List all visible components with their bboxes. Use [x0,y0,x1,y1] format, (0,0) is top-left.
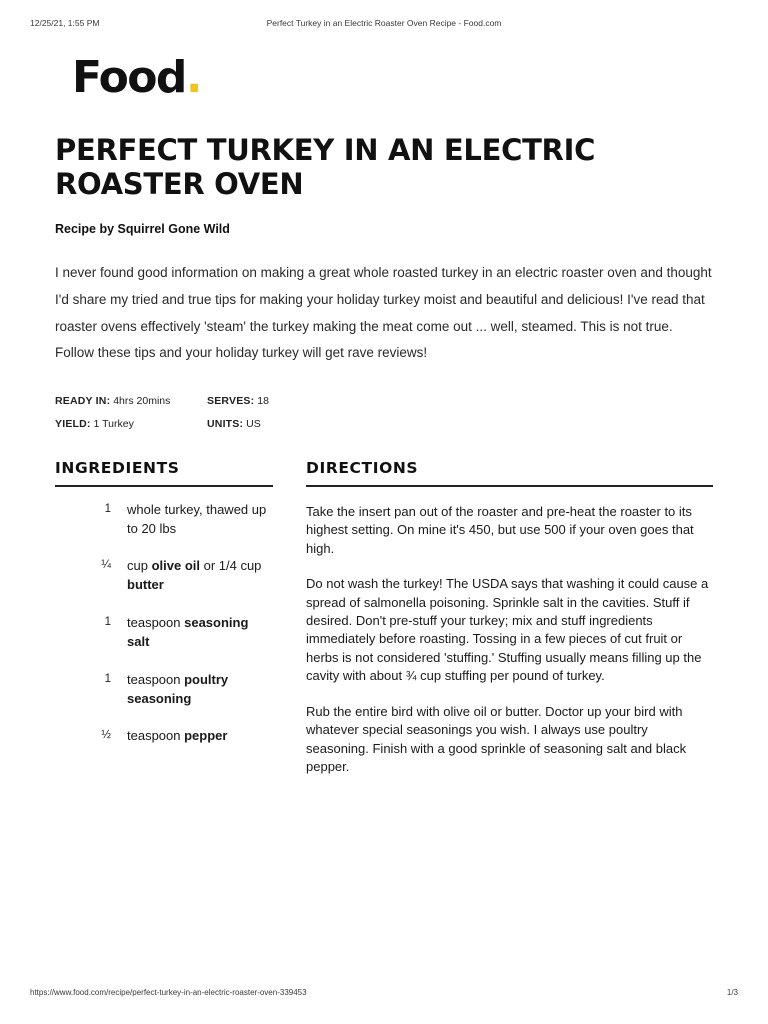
ingredient-quantity: 1 [104,672,111,685]
directions-heading: DIRECTIONS [306,459,713,487]
meta-yield [55,416,207,433]
print-document-title: Perfect Turkey in an Electric Roaster Oven Recipe - Food.com [266,18,502,28]
meta-label: SERVES: [207,395,255,408]
page-title: PERFECT TURKEY IN AN ELECTRIC ROASTER OVEN [55,133,596,201]
brand-dot: . [185,52,201,103]
ingredient-text: teaspoon seasoning salt [127,615,249,649]
meta-ready-in [55,393,207,410]
list-item: Take the insert pan out of the roaster and pre-heat the roaster to its highest setting. On mine it's 450, but use 500 if your oven goes that high. [306,503,694,556]
ingredient-quantity: 1 [104,616,111,629]
recipe-meta [55,393,713,433]
print-footer [0,988,768,1002]
ingredients-list [55,501,273,747]
meta-label: YIELD: [55,417,91,430]
directions-list [306,503,713,777]
meta-value: US [246,417,261,430]
list-item [55,727,273,746]
recipe-body-columns [55,459,713,794]
list-item [55,501,273,539]
ingredient-text: cup olive oil or 1/4 cup butter [127,558,262,593]
list-item [55,671,273,709]
ingredient-text: teaspoon pepper [127,728,228,744]
meta-value: 1 Turkey [93,417,134,430]
directions-section [306,459,713,794]
list-item: Rub the entire bird with olive oil or butter. Doctor up your bird with whatever special seasonings you wish. I always use poultry seasoning. Finish with a good sprinkle of seasoning salt and black pepper. [306,703,687,775]
page-number: 1/3 [726,988,738,997]
meta-row [55,416,713,433]
list-item [55,614,273,652]
page-content [55,52,713,794]
list-item: Do not wash the turkey! The USDA says that washing it could cause a spread of salmonella poisoning. Sprinkle salt in the cavities. Stuff if desired. Don't pre-stuff your turkey; mix and stuff ingredients immediately before roasting. Tossing in a few pieces of cut fruit or herbs is not considered 'stuffing.' Stuffing usually means filling up the cavity with about ¾ cup stuffing per pound of turkey. [306,576,709,684]
meta-row [55,393,713,410]
meta-units [207,416,261,433]
ingredient-text: teaspoon poultry seasoning [127,671,229,706]
ingredient-quantity: 1 [104,502,111,515]
ingredient-text: whole turkey, thawed up to 20 lbs [127,501,267,536]
meta-serves [207,393,269,410]
ingredient-quantity: ¼ [101,559,111,572]
ingredient-quantity: ½ [101,729,111,742]
recipe-description: I never found good information on making a great whole roasted turkey in an electric roaster oven and thought I'd share my tried and true tips for making your holiday turkey moist and beautiful and delicious! I've read that roaster ovens effectively 'steam' the turkey making the meat come out ... well, steamed. This is not true. Follow these tips and your holiday turkey will get rave reviews! [55,265,712,361]
print-header [0,18,768,32]
brand-name: Food [72,52,186,103]
source-url: https://www.food.com/recipe/perfect-turkey-in-an-electric-roaster-oven-339453 [30,988,307,997]
meta-value: 18 [257,395,269,408]
list-item [55,557,273,595]
print-timestamp: 12/25/21, 1:55 PM [30,18,100,28]
meta-value: 4hrs 20mins [113,395,171,408]
recipe-byline: Recipe by Squirrel Gone Wild [55,222,230,237]
ingredients-heading: INGREDIENTS [55,459,273,487]
meta-label: READY IN: [55,395,111,408]
meta-label: UNITS: [207,417,244,430]
food-com-logo [72,52,713,103]
ingredients-section [55,459,273,794]
